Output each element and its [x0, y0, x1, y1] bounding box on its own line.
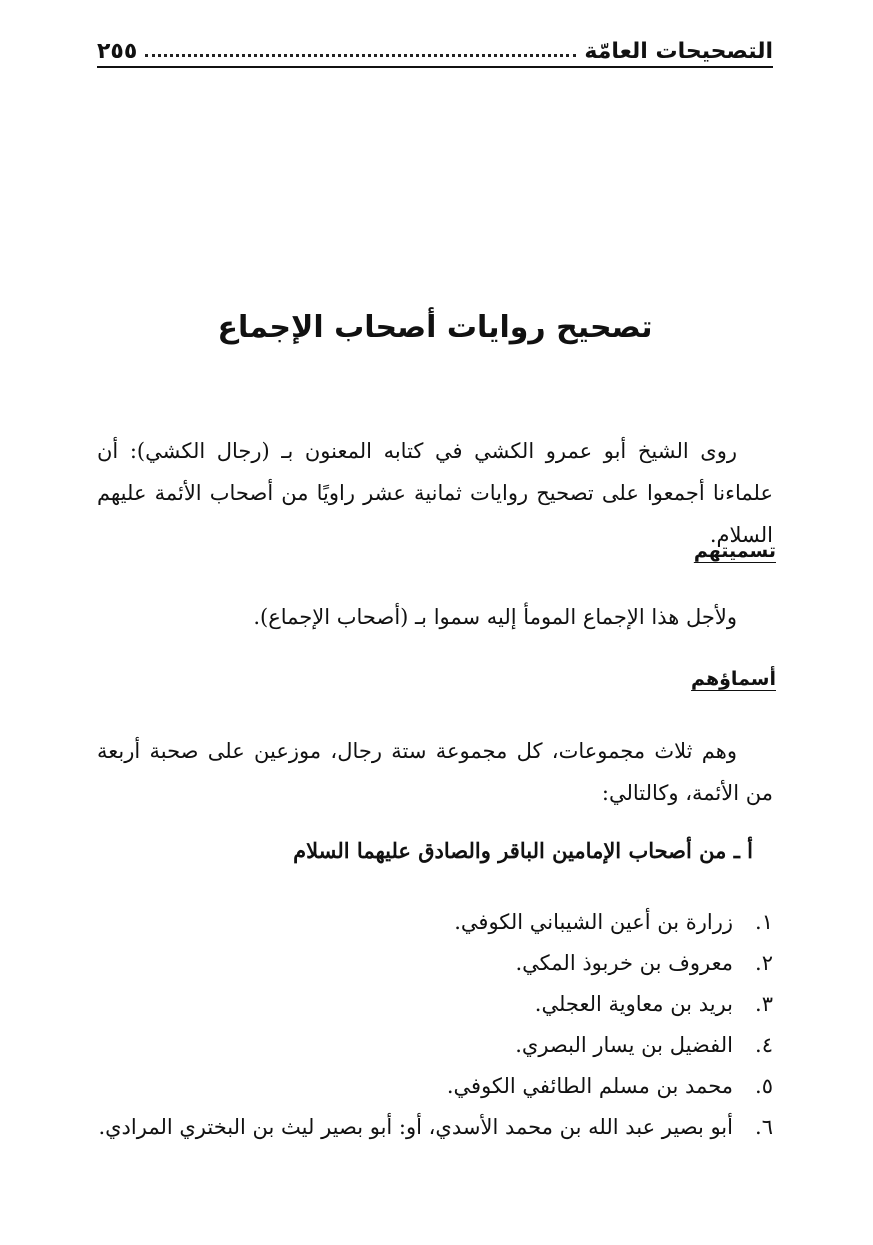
list-number: ٦. [755, 1115, 773, 1139]
group-a-title: أ ـ من أصحاب الإمامين الباقر والصادق عليهما السلام [293, 838, 753, 863]
list-item [97, 1066, 773, 1107]
list-number: ٣. [755, 992, 773, 1016]
section-heading-names: أسماؤهم [691, 668, 776, 690]
list-text: بريد بن معاوية العجلي. [534, 992, 733, 1016]
list-number: ٢. [755, 951, 773, 975]
list-item [97, 943, 773, 984]
list-item [97, 1107, 773, 1148]
list-item [97, 902, 773, 943]
list-number: ٥. [755, 1074, 773, 1098]
dotted-leader [145, 54, 576, 57]
page-number: ٢٥٥ [97, 39, 138, 64]
names-paragraph: وهم ثلاث مجموعات، كل مجموعة ستة رجال، موزعين على صحبة أربعة من الأئمة، وكالتالي: [97, 739, 773, 805]
header-rule [97, 66, 773, 68]
list-number: ١. [755, 910, 773, 934]
list-item [97, 984, 773, 1025]
list-text: معروف بن خربوذ المكي. [515, 951, 733, 975]
list-text: الفضيل بن يسار البصري. [515, 1033, 733, 1057]
list-item [97, 1025, 773, 1066]
running-header [97, 34, 773, 64]
list-text: محمد بن مسلم الطائفي الكوفي. [446, 1074, 733, 1098]
section-heading-naming: تسميتهم [693, 540, 776, 562]
narrators-list [97, 902, 773, 1148]
chapter-title: تصحيح روايات أصحاب الإجماع [217, 310, 653, 345]
list-number: ٤. [755, 1033, 773, 1057]
running-title: التصحيحات العامّة [584, 39, 773, 64]
list-text: أبو بصير عبد الله بن محمد الأسدي، أو: أبو بصير ليث بن البختري المرادي. [98, 1115, 733, 1139]
list-text: زرارة بن أعين الشيباني الكوفي. [454, 910, 733, 934]
naming-paragraph: ولأجل هذا الإجماع المومأ إليه سموا بـ (أصحاب الإجماع). [253, 605, 737, 629]
intro-paragraph: روى الشيخ أبو عمرو الكشي في كتابه المعنون بـ (رجال الكشي): أن علماءنا أجمعوا على تصحيح روايات ثمانية عشر راويًا من أصحاب الأئمة عليهم السلام. [97, 439, 773, 547]
